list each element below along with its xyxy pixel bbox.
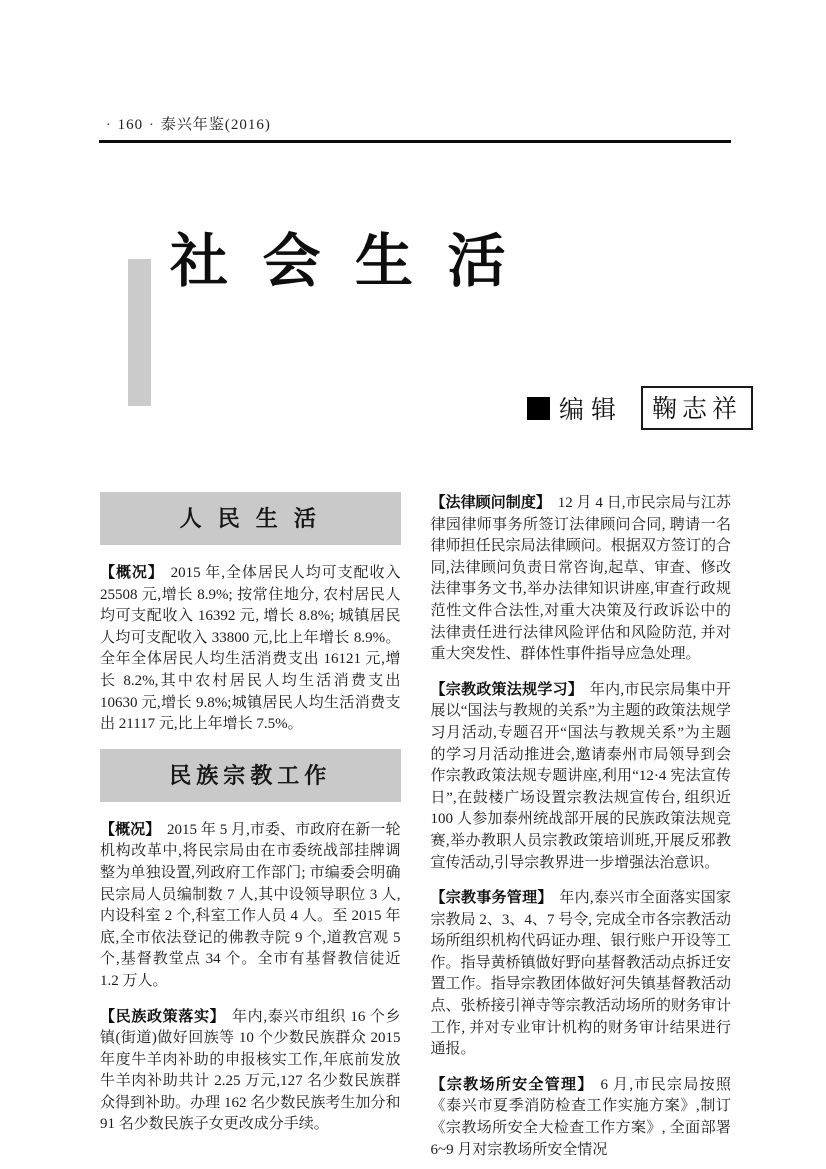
page-number: 160 (117, 117, 144, 133)
paragraph-text: 年内,泰兴市组织 16 个乡镇(街道)做好回族等 10 个少数民族群众 2015 年度牛羊肉补助的申报核实工作,年底前发放牛羊肉补助共计 2.25 万元,127 名少数民族群众得到补助。办理 162 名少数民族考生加分和 91 名少数民族子女更改成分手续。 (100, 1008, 401, 1133)
chapter-title-bar (128, 259, 151, 406)
paragraph-text: 6 月,市民宗局按照《泰兴市夏季消防检查工作实施方案》,制订《宗教场所安全大检查工作方案》, 全面部署 6~9 月对宗教场所安全情况 (430, 1076, 731, 1158)
editor-name-box: 鞠志祥 (641, 386, 753, 430)
page-number-dot-right: · (149, 118, 155, 133)
paragraph-label: 【法律顾问制度】 (430, 494, 551, 511)
publication-title: 泰兴年鉴(2016) (160, 117, 271, 133)
paragraph-label: 【宗教事务管理】 (430, 889, 553, 907)
paragraph-religious-affairs-management (431, 887, 732, 1061)
paragraph-text: 年内,市民宗局集中开展以“国法与教规的关系”为主题的政策法规学习月活动,专题召开“国法与教规关系”为主题的学习月活动推进会,邀请泰州市局领导到会作宗教政策法规专题讲座,利用“12·4 宪法宣传日”,在鼓楼广场设置宗教法规宣传台, 组织近 100 人参加泰州统战部开展的民族政策法规竞赛,举办教职人员宗教政策培训班,开展反邪教宣传活动,引导宗教界进一步增强法治意识。 (430, 681, 731, 871)
paragraph-religious-policy-study (431, 679, 732, 874)
paragraph-text: 12 月 4 日,市民宗局与江苏律园律师事务所签订法律顾问合同, 聘请一名律师担任民宗局法律顾问。根据双方签订的合同,法律顾问负责日常咨询,起草、审查、修改法律事务文书,举办法律知识讲座,审查行政规范性文件合法性,对重大决策及行政诉讼中的法律责任进行法律风险评估和风险防范, 并对重大突发性、群体性事件指导应急处理。 (430, 495, 731, 663)
paragraph-label: 【概况】 (100, 820, 161, 838)
paragraph-text: 2015 年 5 月,市委、市政府在新一轮机构改革中,将民宗局由在市委统战部挂牌调整为单独设置,列政府工作部门; 市编委会明确民宗局人员编制数 7 人,其中设领导职位 3 人,内设科室 2 个,科室工作人员 4 人。至 2015 年底,全市依法登记的佛教寺院 9 个,道教宫观 5 个,基督教堂点 34 个。全市有基督教信徒近 1.2 万人。 (100, 821, 401, 989)
paragraph-ethnic-overview (100, 819, 401, 993)
paragraph-label: 【宗教场所安全管理】 (430, 1075, 594, 1093)
chapter-title: 社 会 生 活 (170, 229, 516, 294)
section-heading-ethnic-religious-work: 民族宗教工作 (100, 749, 401, 802)
paragraph-text: 2015 年,全体居民人均可支配收入 25508 元,增长 8.9%; 按常住地分, 农村居民人均可支配收入 16392 元, 增长 8.8%; 城镇居民人均可支配收入 33800 元,比上年增长 8.9%。全年全体居民人均生活消费支出 16121 元,增长 8.2%,其中农村居民人均生活消费支出 10630 元,增长 9.8%;城镇居民人均生活消费支出 21117 元,比上年增长 7.5%。 (100, 565, 401, 733)
content-columns (100, 492, 731, 1169)
page-number-dot-left: · (106, 118, 112, 133)
paragraph-venue-safety-management (431, 1074, 732, 1161)
paragraph-text: 年内,泰兴市全面落实国家宗教局 2、3、4、7 号令, 完成全市各宗教活动场所组织机构代码证办理、银行账户开设等工作。指导黄桥镇做好野向基督教活动点拆迁安置工作。指导宗教团体做好河失镇基督教活动点、张桥接引禅寺等宗教活动场所的财务审计工作, 并对专业审计机构的财务审计结果进行通报。 (430, 890, 731, 1058)
paragraph-ethnic-policy (100, 1006, 401, 1137)
paragraph-people-life-overview (100, 562, 401, 736)
editor-square-icon (527, 397, 550, 420)
paragraph-label: 【宗教政策法规学习】 (430, 680, 584, 698)
paragraph-label: 【民族政策落实】 (100, 1007, 226, 1025)
paragraph-label: 【概况】 (100, 564, 164, 581)
editor-label: 编辑 (559, 397, 624, 424)
running-head (100, 113, 271, 134)
header-rule (99, 140, 731, 143)
left-column (100, 492, 401, 1169)
editor-line (527, 386, 753, 430)
paragraph-legal-advisor (431, 492, 732, 666)
right-column (431, 492, 732, 1169)
section-heading-people-life: 人 民 生 活 (100, 492, 401, 545)
